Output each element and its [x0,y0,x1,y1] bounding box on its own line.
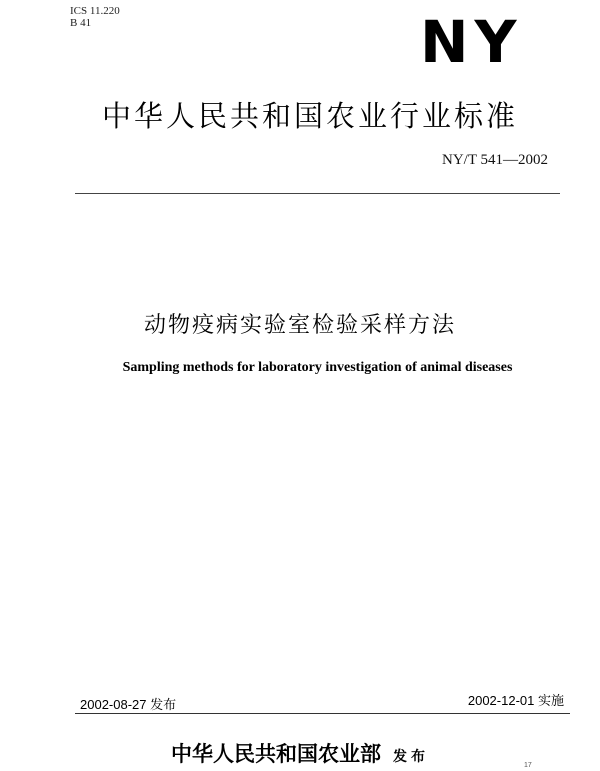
document-title-chinese: 动物疫病实验室检验采样方法 [143,313,456,338]
ics-code: ICS 11.220 [70,5,120,17]
issuer-line [0,738,600,768]
standard-number: NY/T 541—2002 [442,152,548,168]
classification-codes [70,5,120,29]
issue-date-line [80,694,176,713]
page-mark: 17 [524,762,532,769]
standard-title: 中华人民共和国农业行业标准 [101,99,518,133]
implementation-date: 2002-12-01 [467,693,535,708]
bottom-divider [75,713,570,714]
issue-label: 发布 [150,697,177,712]
issue-date: 2002-08-27 [80,697,147,712]
implementation-date-line [468,690,564,709]
top-divider [75,193,560,194]
implementation-label: 实施 [537,693,564,708]
ny-logo: NY [420,8,523,76]
document-title-english: Sampling methods for laboratory investigation of animal diseases [122,360,513,375]
issuer-name: 中华人民共和国农业部 [171,741,381,766]
issuer-action: 发布 [393,749,429,765]
ccs-code: B 41 [70,17,92,29]
